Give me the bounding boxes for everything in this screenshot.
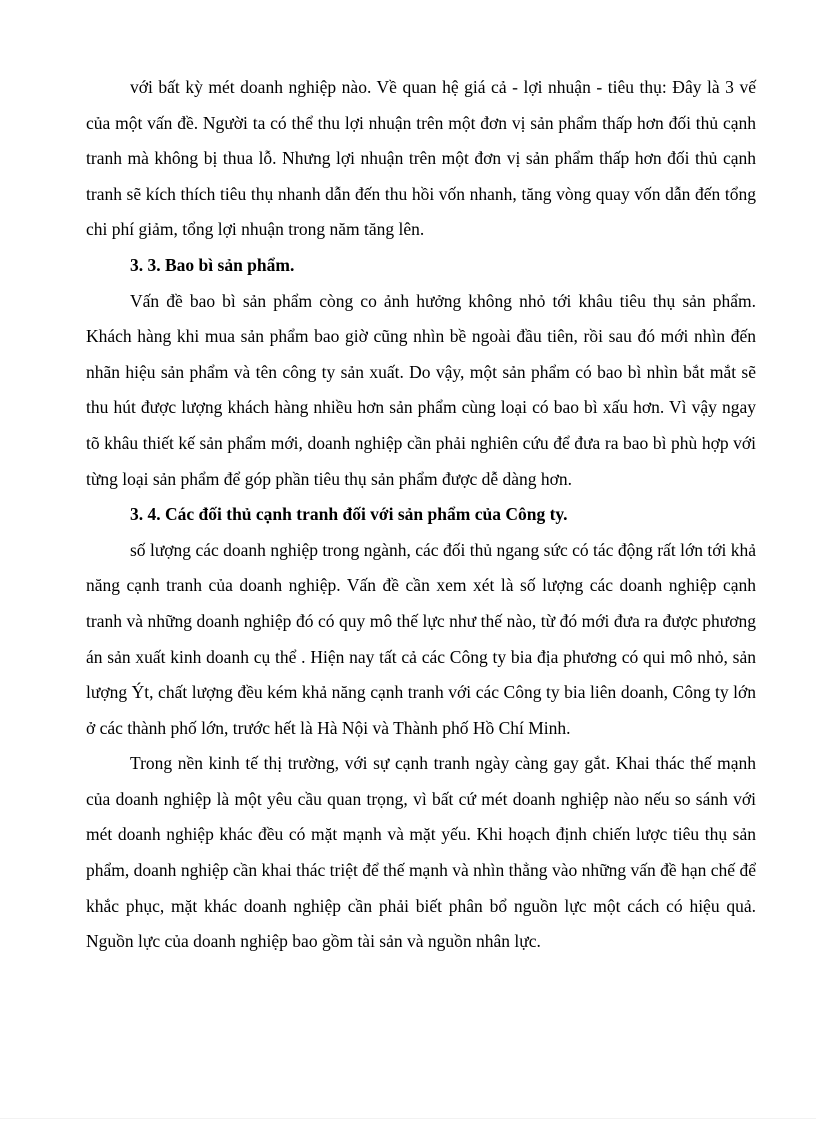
section-3-4-paragraph-2: Trong nền kinh tế thị trường, với sự cạnh tranh ngày càng gay gắt. Khai thác thế mạnh của doanh nghiệp là một yêu cầu quan trọng, vì bất cứ mét doanh nghiệp nào nếu so sánh với mét doanh nghiệp khác đều có mặt mạnh và mặt yếu. Khi hoạch định chiến lược tiêu thụ sản phẩm, doanh nghiệp cần khai thác triệt để thế mạnh và nhìn thẳng vào những vấn đề hạn chế để khắc phục, mặt khác doanh nghiệp cần phải biết phân bổ nguồn lực một cách có hiệu quả. Nguồn lực của doanh nghiệp bao gồm tài sản và nguồn nhân lực.	[86, 753, 756, 952]
section-heading-3-3: 3. 3. Bao bì sản phẩm.	[130, 254, 295, 275]
section-heading-3-4: 3. 4. Các đối thủ cạnh tranh đối với sản phẩm của Công ty.	[130, 504, 568, 525]
section-3-3-paragraph: Vấn đề bao bì sản phẩm còng co ảnh hưởng không nhỏ tới khâu tiêu thụ sản phẩm. Khách hàng khi mua sản phẩm bao giờ cũng nhìn bề ngoài đầu tiên, rồi sau đó mới nhìn đến nhãn hiệu sản phẩm và tên công ty sản xuất. Do vậy, một sản phẩm có bao bì nhìn bắt mắt sẽ thu hút được lượng khách hàng nhiều hơn sản phẩm cùng loại có bao bì xấu hơn. Vì vậy ngay tõ khâu thiết kế sản phẩm mới, doanh nghiệp cần phải nghiên cứu để đưa ra bao bì phù hợp với từng loại sản phẩm để góp phần tiêu thụ sản phẩm được dễ dàng hơn.	[86, 290, 756, 489]
page-bottom-divider	[0, 1118, 816, 1119]
intro-paragraph: với bất kỳ mét doanh nghiệp nào. Về quan hệ giá cả - lợi nhuận - tiêu thụ: Đây là 3 vế của một vấn đề. Người ta có thể thu lợi nhuận trên một đơn vị sản phẩm thấp hơn đối thủ cạnh tranh mà không bị thua lỗ. Nhưng lợi nhuận trên một đơn vị sản phẩm thấp hơn đối thủ cạnh tranh sẽ kích thích tiêu thụ nhanh dẫn đến thu hồi vốn nhanh, tăng vòng quay vốn dẫn đến tổng chi phí giảm, tổng lợi nhuận trong năm tăng lên.	[86, 77, 756, 240]
section-3-4-paragraph-1: số lượng các doanh nghiệp trong ngành, các đối thủ ngang sức có tác động rất lớn tới khả năng cạnh tranh của doanh nghiệp. Vấn đề cần xem xét là số lượng các doanh nghiệp cạnh tranh và những doanh nghiệp đó có quy mô thế lực như thế nào, từ đó mới đưa ra được phương án sản xuất kinh doanh cụ thể . Hiện nay tất cả các Công ty bia địa phương có qui mô nhỏ, sản lượng Ýt, chất lượng đều kém khả năng cạnh tranh với các Công ty bia liên doanh, Công ty lớn ở các thành phố lớn, trước hết là Hà Nội và Thành phố Hồ Chí Minh.	[86, 539, 756, 738]
